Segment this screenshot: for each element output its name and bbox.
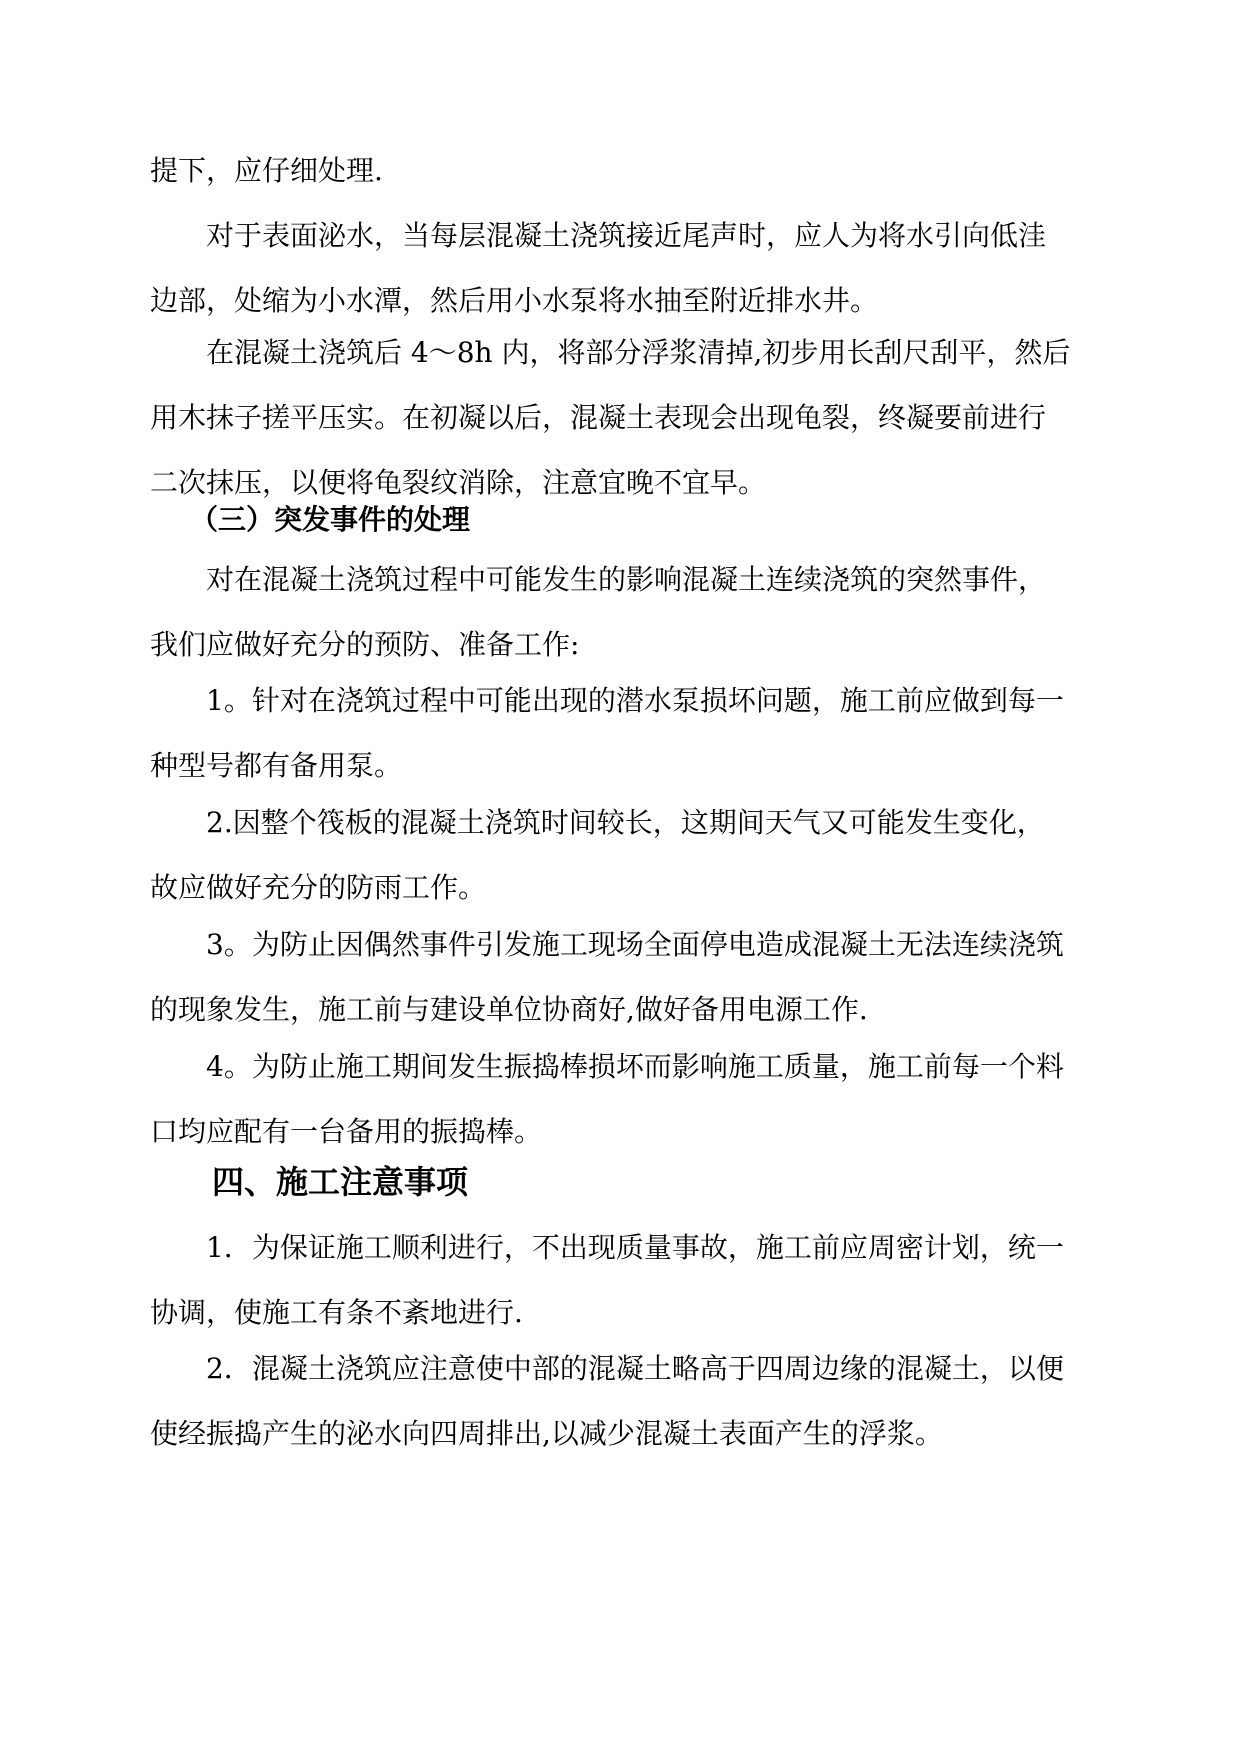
text-line: 2．混凝土浇筑应注意使中部的混凝土略高于四周边缘的混凝土，以便 <box>206 1352 1064 1385</box>
text-line: 在混凝土浇筑后 4～8h 内，将部分浮浆清掉,初步用长刮尺刮平，然后 <box>206 336 1071 369</box>
text-line: 的现象发生，施工前与建设单位协商好,做好备用电源工作. <box>150 993 868 1026</box>
list-item-4 <box>150 1034 1095 1164</box>
text-line: 故应做好充分的防雨工作。 <box>150 871 487 904</box>
precaution-item-2 <box>150 1336 1095 1466</box>
text-line: 3。为防止因偶然事件引发施工现场全面停电造成混凝土无法连续浇筑 <box>206 928 1064 961</box>
section-heading-emergencies <box>150 487 1095 552</box>
text-line: 边部，处缩为小水潭，然后用小水泵将水抽至附近排水井。 <box>150 284 879 317</box>
list-item-3 <box>150 912 1095 1042</box>
text-line: 1。针对在浇筑过程中可能出现的潜水泵损坏问题，施工前应做到每一 <box>206 684 1064 717</box>
list-item-1 <box>150 668 1095 798</box>
text-line: 种型号都有备用泵。 <box>150 749 403 782</box>
list-item-2 <box>150 790 1095 920</box>
heading-text: （三）突发事件的处理 <box>190 503 471 536</box>
text-line: 对在混凝土浇筑过程中可能发生的影响混凝土连续浇筑的突然事件， <box>206 563 1047 596</box>
text-line: 用木抹子搓平压实。在初凝以后，混凝土表现会出现龟裂，终凝要前进行 <box>150 401 1047 434</box>
text-line: 1．为保证施工顺利进行，不出现质量事故，施工前应周密计划，统一 <box>206 1231 1064 1264</box>
text-line: 提下，应仔细处理. <box>150 154 383 187</box>
text-line: 口均应配有一台备用的振捣棒。 <box>150 1115 543 1148</box>
text-line: 使经振捣产生的泌水向四周排出,以减少混凝土表面产生的浮浆。 <box>150 1417 943 1450</box>
heading-text: 四、施工注意事项 <box>212 1163 469 1201</box>
text-line: 2.因整个筏板的混凝土浇筑时间较长，这期间天气又可能发生变化， <box>206 806 1045 839</box>
paragraph-surface-bleeding <box>150 203 1095 333</box>
text-line: 我们应做好充分的预防、准备工作: <box>150 628 580 661</box>
paragraph-floating-slurry <box>150 320 1095 515</box>
text-line: 4。为防止施工期间发生振捣棒损坏而影响施工质量，施工前每一个料 <box>206 1050 1064 1083</box>
section-heading-precautions <box>150 1150 1095 1215</box>
text-line: 对于表面泌水，当每层混凝土浇筑接近尾声时，应人为将水引向低洼 <box>206 219 1047 252</box>
text-line: 二次抹压，以便将龟裂纹消除，注意宜晚不宜早。 <box>150 466 767 499</box>
text-line: 协调，使施工有条不紊地进行. <box>150 1296 523 1329</box>
paragraph-continuation <box>150 138 1095 203</box>
paragraph-emergency-intro <box>150 547 1095 677</box>
precaution-item-1 <box>150 1215 1095 1345</box>
